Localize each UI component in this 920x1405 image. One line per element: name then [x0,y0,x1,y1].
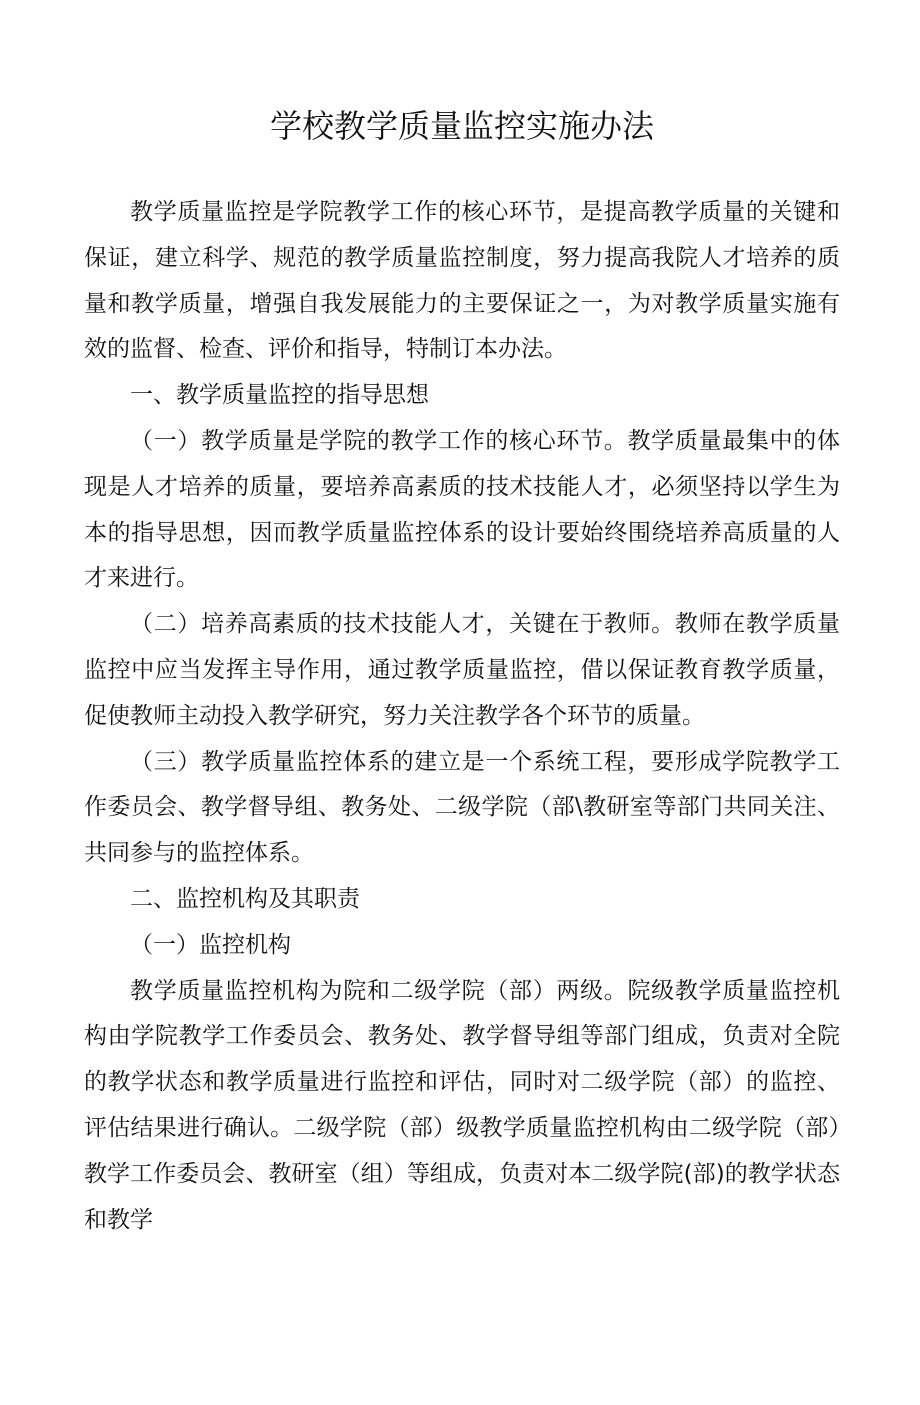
subsection-heading-2-1: （一）监控机构 [130,931,291,958]
paragraph-1-2: （二）培养高素质的技术技能人才，关键在于教师。教师在教学质量监控中应当发挥主导作用，通过教学质量监控，借以保证教育教学质量，促使教师主动投入教学研究，努力关注教学各个环节的质量。 [84,611,840,729]
section-heading-1: 一、教学质量监控的指导思想 [130,382,429,409]
document-title: 学校教学质量监控实施办法 [269,107,654,145]
paragraph-2-1: 教学质量监控机构为院和二级学院（部）两级。院级教学质量监控机构由学院教学工作委员会、教务处、教学督导组等部门组成，负责对全院的教学状态和教学质量进行监控和评估，同时对二级学院（部）的监控、评估结果进行确认。二级学院（部）级教学质量监控机构由二级学院（部）教学工作委员会、教研室（组）等组成，负责对本二级学院(部)的教学状态和教学 [84,977,840,1233]
section-heading-2: 二、监控机构及其职责 [130,885,360,912]
document-page [0,104,920,1405]
paragraph-intro: 教学质量监控是学院教学工作的核心环节，是提高教学质量的关键和保证，建立科学、规范的教学质量监控制度，努力提高我院人才培养的质量和教学质量，增强自我发展能力的主要保证之一，为对教学质量实施有效的监督、检查、评价和指导，特制订本办法。 [84,199,840,363]
document-body [84,190,840,1243]
paragraph-1-3: （三）教学质量监控体系的建立是一个系统工程，要形成学院教学工作委员会、教学督导组、教务处、二级学院（部\教研室等部门共同关注、共同参与的监控体系。 [84,748,840,867]
paragraph-1-1: （一）教学质量是学院的教学工作的核心环节。教学质量最集中的体现是人才培养的质量，要培养高素质的技术技能人才，必须坚持以学生为本的指导思想，因而教学质量监控体系的设计要始终围绕培养高质量的人才来进行。 [84,427,840,592]
